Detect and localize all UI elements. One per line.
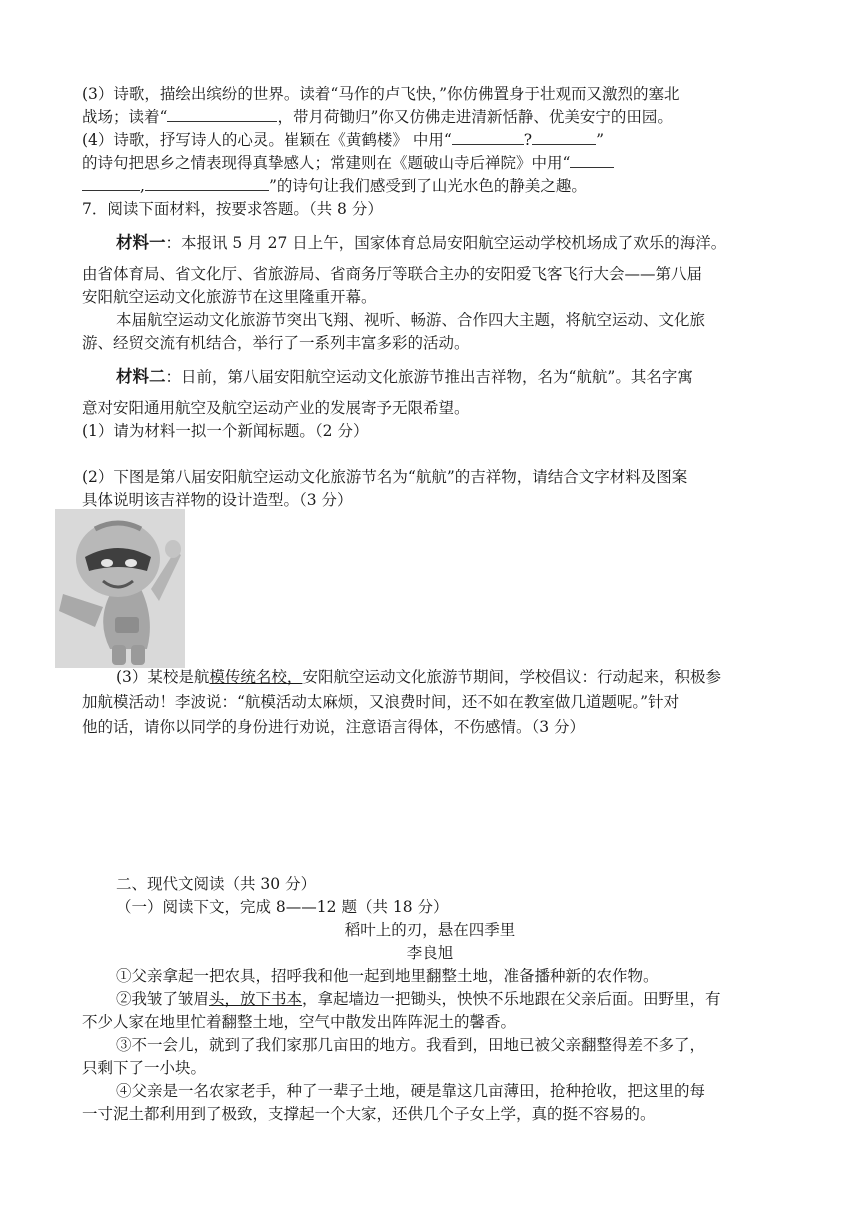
- material1-line4: 本届航空运动文化旅游节突出飞翔、视听、畅游、合作四大主题，将航空运动、文化旅: [116, 311, 706, 329]
- paragraph-4-line1: ④父亲是一名农家老手，种了一辈子土地，硬是靠这几亩薄田，抢种抢收，把这里的每: [116, 1082, 706, 1100]
- paragraph-3-line1: ③不一会儿，就到了我们家那几亩田的地方。我看到，田地已被父亲翻整得差不多了，: [116, 1036, 706, 1054]
- paragraph-3-line2: 只剩下了一小块。: [82, 1059, 207, 1077]
- q7-sub2-line1: (2）下图是第八届安阳航空运动文化旅游节名为“航航”的吉祥物，请结合文字材料及图案: [82, 468, 688, 486]
- q7-sub2-line2: 具体说明该吉祥物的设计造型。（3 分）: [82, 491, 353, 509]
- q6-item4-line3: , ”的诗句让我们感受到了山光水色的静美之趣。: [82, 175, 587, 197]
- answer-blank[interactable]: [145, 176, 269, 191]
- material2-line2: 意对安阳通用航空及航空运动产业的发展寄予无限希望。: [82, 399, 470, 417]
- q6-item4-line2: 的诗句把思乡之情表现得真挚感人；常建则在《题破山寺后禅院》中用“: [82, 152, 614, 174]
- part2-subheading: （一）阅读下文，完成 8——12 题（共 18 分）: [116, 898, 449, 916]
- q7-sub3-line2: 加航模活动！李波说：“航模活动太麻烦，又浪费时间，还不如在教室做几道题呢。”针对: [82, 693, 680, 711]
- answer-blank[interactable]: [82, 176, 140, 191]
- q7-sub3-line3: 他的话，请你以同学的身份进行劝说，注意语言得体，不伤感情。（3 分）: [82, 718, 586, 736]
- q6-item3-line2: 战场；读着“ ，带月荷锄归”你又仿佛走进清新恬静、优美安宁的田园。: [82, 108, 673, 126]
- article-title: 稻叶上的刃，悬在四季里: [344, 921, 516, 939]
- paragraph-2-line1: ②我皱了皱眉头，放下书本，拿起墙边一把锄头，怏怏不乐地跟在父亲后面。田野里，有: [116, 990, 721, 1008]
- q7-heading: 7．阅读下面材料，按要求答题。（共 8 分）: [82, 200, 383, 218]
- q6-item3-line1: (3）诗歌，描绘出缤纷的世界。读着“马作的卢飞快，”你仿佛置身于壮观而又激烈的塞北: [82, 85, 680, 103]
- paragraph-1: ①父亲拿起一把农具，招呼我和他一起到地里翻整土地，准备播种新的农作物。: [116, 967, 659, 985]
- answer-blank[interactable]: [167, 107, 277, 122]
- material1-line3: 安阳航空运动文化旅游节在这里隆重开幕。: [82, 288, 377, 306]
- q7-sub1: (1）请为材料一拟一个新闻标题。（2 分）: [82, 422, 369, 440]
- material1-line5: 游、经贸交流有机结合，举行了一系列丰富多彩的活动。: [82, 334, 470, 352]
- material2-line1: 材料二：日前，第八届安阳航空运动文化旅游节推出吉祥物，名为“航航”。其名字寓: [116, 367, 693, 386]
- mascot-image: [55, 509, 185, 668]
- answer-blank[interactable]: [570, 153, 614, 168]
- article-author: 李良旭: [406, 944, 454, 962]
- answer-blank[interactable]: [452, 130, 524, 145]
- material2-label: 材料二: [116, 367, 166, 386]
- q6-item4-line1: (4）诗歌，抒写诗人的心灵。崔颖在《黄鹤楼》 中用“ ? ”: [82, 131, 605, 149]
- answer-blank[interactable]: [532, 130, 596, 145]
- q7-sub3-line1: (3）某校是航模传统名校，安阳航空运动文化旅游节期间，学校倡议：行动起来，积极参: [116, 668, 721, 686]
- part2-heading: 二、现代文阅读（共 30 分）: [116, 875, 317, 893]
- paragraph-2-line2: 不少人家在地里忙着翻整土地，空气中散发出阵阵泥土的馨香。: [82, 1013, 517, 1031]
- material1-line1: 材料一：本报讯 5 月 27 日上午，国家体育总局安阳航空运动学校机场成了欢乐的海洋。: [116, 233, 727, 252]
- material1-label: 材料一: [116, 233, 166, 252]
- material1-line2: 由省体育局、省文化厅、省旅游局、省商务厅等联合主办的安阳爱飞客飞行大会——第八届: [82, 265, 703, 283]
- paragraph-4-line2: 一寸泥土都利用到了极致，支撑起一个大家，还供几个子女上学，真的挺不容易的。: [82, 1105, 656, 1123]
